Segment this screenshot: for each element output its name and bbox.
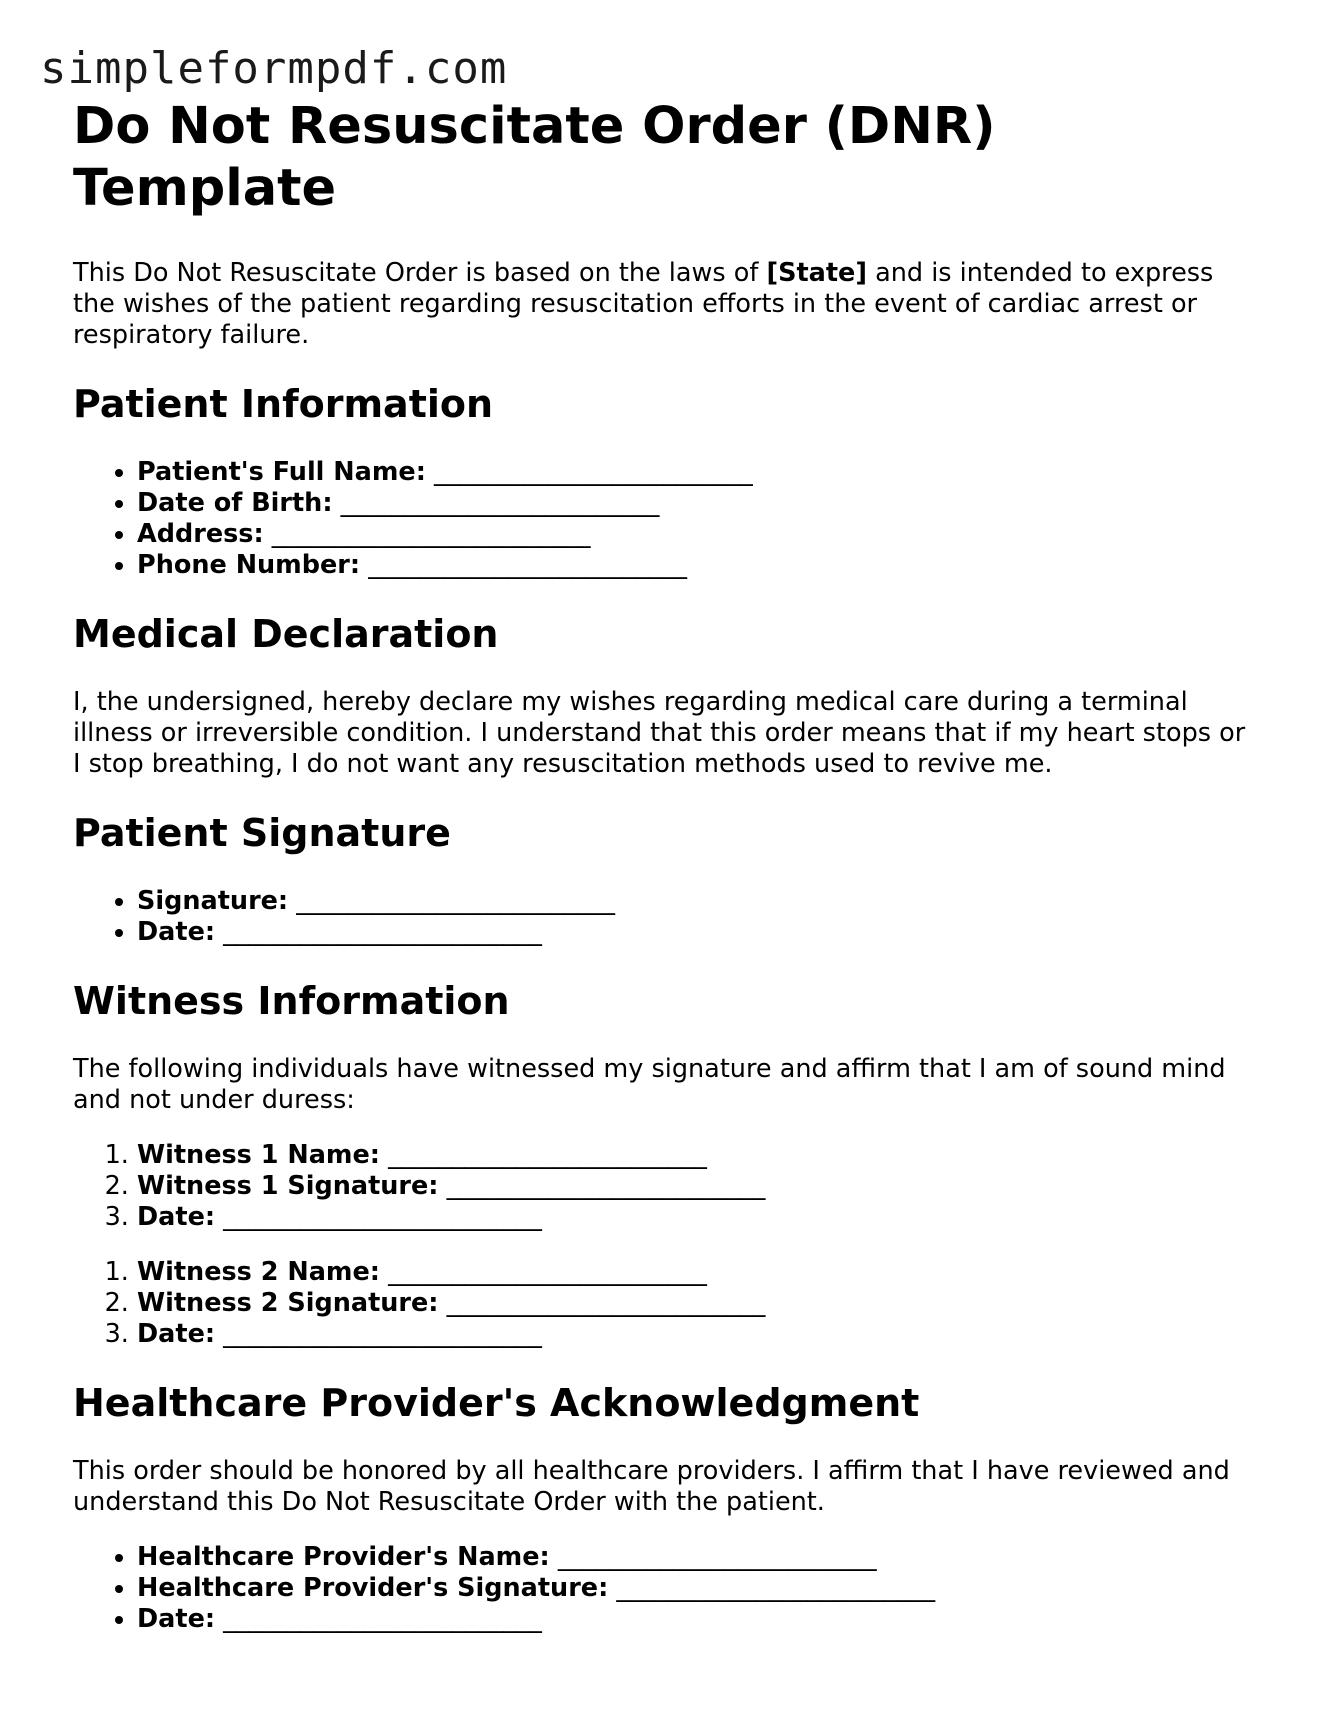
field-patient-signature-date [137, 917, 1253, 948]
field-witness-1-name [137, 1140, 1253, 1171]
field-provider-date [137, 1604, 1253, 1635]
field-witness-2-name [137, 1257, 1253, 1288]
document-title: Do Not Resuscitate Order (DNR) Template [73, 97, 996, 218]
provider-acknowledgment-text: This order should be honored by all healthcare providers. I affirm that I have reviewed and understand this Do Not Resuscitate Order with the patient. [73, 1456, 1230, 1517]
heading-provider-acknowledgment: Healthcare Provider's Acknowledgment [73, 1381, 920, 1425]
witness-2-list [73, 1257, 1253, 1350]
blank-line[interactable]: _________________________ [388, 1257, 707, 1287]
watermark-logo: simpleformpdf.com [40, 43, 508, 94]
field-witness-2-signature [137, 1288, 1253, 1319]
field-provider-name [137, 1542, 1253, 1573]
blank-line[interactable]: _________________________ [340, 488, 660, 518]
field-label: Healthcare Provider's Signature: [137, 1573, 609, 1603]
blank-line[interactable]: _________________________ [557, 1542, 877, 1572]
field-label: Phone Number: [137, 550, 361, 580]
blank-line[interactable]: _________________________ [388, 1140, 707, 1170]
blank-line[interactable]: _________________________ [446, 1288, 766, 1318]
intro-paragraph [73, 258, 1253, 351]
blank-line[interactable]: _________________________ [223, 1604, 542, 1634]
field-address [137, 519, 1253, 550]
field-label: Date: [137, 1604, 216, 1634]
blank-line[interactable]: _________________________ [446, 1171, 766, 1201]
field-label: Healthcare Provider's Name: [137, 1542, 550, 1572]
field-label: Witness 2 Signature: [137, 1288, 439, 1318]
patient-signature-list [73, 886, 1253, 948]
field-witness-2-date [137, 1319, 1253, 1350]
field-provider-signature [137, 1573, 1253, 1604]
field-label: Date of Birth: [137, 488, 333, 518]
blank-line[interactable]: _________________________ [223, 1202, 542, 1232]
field-label: Signature: [137, 886, 289, 916]
heading-patient-signature: Patient Signature [73, 811, 451, 855]
blank-line[interactable]: _________________________ [223, 917, 542, 947]
blank-line[interactable]: _________________________ [434, 457, 753, 487]
blank-line[interactable]: _________________________ [616, 1573, 936, 1603]
blank-line[interactable]: _________________________ [223, 1319, 542, 1349]
field-witness-1-date [137, 1202, 1253, 1233]
field-phone-number [137, 550, 1253, 581]
field-patient-signature [137, 886, 1253, 917]
field-label: Witness 1 Signature: [137, 1171, 439, 1201]
field-label: Address: [137, 519, 264, 549]
state-placeholder: [State] [766, 258, 868, 288]
document-page [73, 96, 1253, 1635]
witness-information-text: The following individuals have witnessed my signature and affirm that I am of sound mind and not under duress: [73, 1054, 1226, 1115]
field-label: Witness 1 Name: [137, 1140, 380, 1170]
field-patient-full-name [137, 457, 1253, 488]
field-label: Patient's Full Name: [137, 457, 426, 487]
heading-witness-information: Witness Information [73, 979, 510, 1023]
field-label: Date: [137, 1319, 216, 1349]
field-label: Witness 2 Name: [137, 1257, 380, 1287]
intro-text-1: This Do Not Resuscitate Order is based on the laws of [73, 258, 767, 288]
blank-line[interactable]: _________________________ [368, 550, 687, 580]
provider-list [73, 1542, 1253, 1635]
blank-line[interactable]: _________________________ [296, 886, 615, 916]
heading-medical-declaration: Medical Declaration [73, 612, 499, 656]
heading-patient-information: Patient Information [73, 382, 494, 426]
patient-info-list [73, 457, 1253, 581]
medical-declaration-text: I, the undersigned, hereby declare my wishes regarding medical care during a terminal illness or irreversible condition. I understand that this order means that if my heart stops or I stop breathing, I do not want any resuscitation methods used to revive me. [73, 687, 1246, 779]
intro-text-2: and is intended to express the wishes of the patient regarding resuscitation efforts in the event of cardiac arrest or respiratory failure. [73, 258, 1214, 350]
field-date-of-birth [137, 488, 1253, 519]
blank-line[interactable]: _________________________ [271, 519, 591, 549]
field-label: Date: [137, 917, 216, 947]
witness-1-list [73, 1140, 1253, 1233]
field-label: Date: [137, 1202, 216, 1232]
field-witness-1-signature [137, 1171, 1253, 1202]
